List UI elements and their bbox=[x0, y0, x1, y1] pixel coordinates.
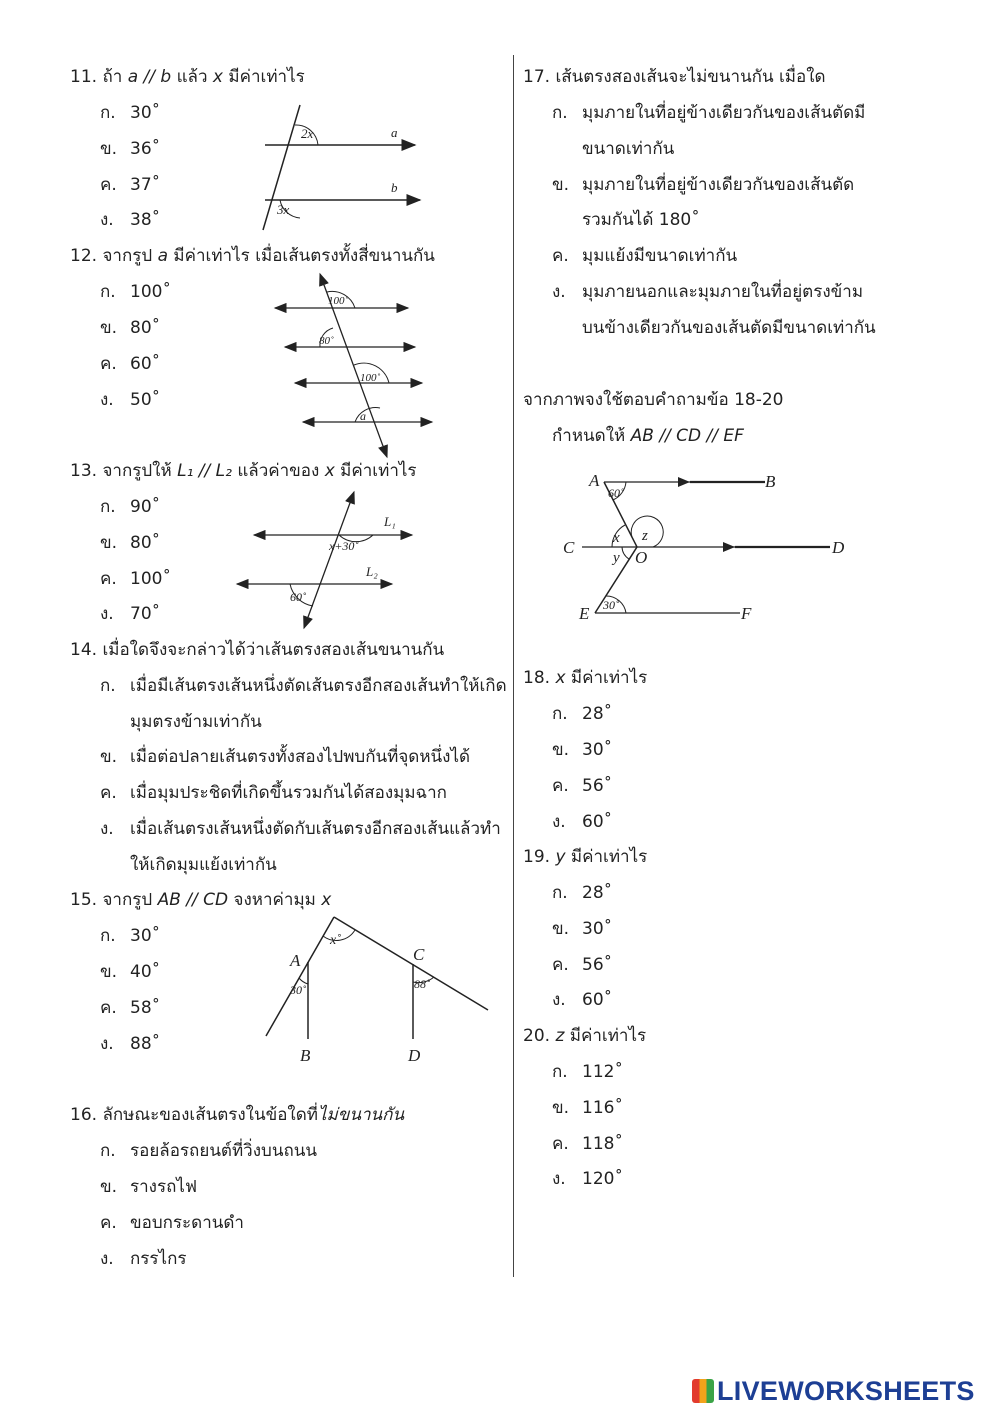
q14-option-4-cont: ให้เกิดมุมแย้งเท่ากัน bbox=[130, 855, 277, 875]
q15-label-a: A bbox=[290, 951, 301, 970]
q18-option-3[interactable]: ค. 56˚ bbox=[552, 776, 613, 796]
question-17: 17. เส้นตรงสองเส้นจะไม่ขนานกัน เมื่อใด bbox=[523, 67, 826, 87]
q15-option-1[interactable]: ก. 30˚ bbox=[100, 926, 161, 946]
q17-option-2[interactable]: ข. มุมภายในที่อยู่ข้างเดียวกันของเส้นตัด bbox=[552, 175, 855, 195]
q17-option-1-cont: ขนาดเท่ากัน bbox=[582, 139, 675, 159]
q17-option-1[interactable]: ก. มุมภายในที่อยู่ข้างเดียวกันของเส้นตัดมี bbox=[552, 103, 866, 123]
question-11: 11. ถ้า a // b แล้ว x มีค่าเท่าไร bbox=[70, 67, 305, 87]
q19-option-3[interactable]: ค. 56˚ bbox=[552, 955, 613, 975]
q20-option-3[interactable]: ค. 118˚ bbox=[552, 1134, 623, 1154]
q11-option-3[interactable]: ค. 37˚ bbox=[100, 175, 161, 195]
q12-option-1[interactable]: ก. 100˚ bbox=[100, 282, 171, 302]
q16-option-4[interactable]: ง. กรรไกร bbox=[100, 1249, 187, 1269]
group-angle-a: 60˚ bbox=[608, 486, 624, 500]
q15-option-3[interactable]: ค. 58˚ bbox=[100, 998, 161, 1018]
group-label-c: C bbox=[563, 538, 575, 557]
logo-mark-icon bbox=[692, 1379, 714, 1403]
question-18: 18. x มีค่าเท่าไร bbox=[523, 668, 648, 688]
question-12: 12. จากรูป a มีค่าเท่าไร เมื่อเส้นตรงทั้งสี่ขนานกัน bbox=[70, 246, 435, 266]
q13-angle-bottom: 60˚ bbox=[290, 590, 306, 604]
group-heading: จากภาพจงใช้ตอบคำถามข้อ 18-20 bbox=[523, 390, 784, 410]
q11-angle-top: 2x bbox=[301, 126, 314, 141]
q12-option-2[interactable]: ข. 80˚ bbox=[100, 318, 161, 338]
q18-option-4[interactable]: ง. 60˚ bbox=[552, 812, 613, 832]
q19-option-4[interactable]: ง. 60˚ bbox=[552, 990, 613, 1010]
q12-angle-1: 100˚ bbox=[328, 295, 349, 307]
q16-option-3[interactable]: ค. ขอบกระดานดำ bbox=[100, 1213, 244, 1233]
group-label-d: D bbox=[832, 538, 845, 557]
q15-figure bbox=[260, 912, 495, 1072]
group-label-f: F bbox=[741, 604, 752, 623]
q12-angle-2: 80˚ bbox=[319, 335, 334, 347]
q15-angle-a: 30˚ bbox=[290, 983, 306, 997]
q19-option-1[interactable]: ก. 28˚ bbox=[552, 883, 613, 903]
group-label-b: B bbox=[765, 472, 776, 491]
group-label-a: A bbox=[589, 471, 600, 490]
q14-option-1-cont: มุมตรงข้ามเท่ากัน bbox=[130, 712, 262, 732]
question-14: 14. เมื่อใดจึงจะกล่าวได้ว่าเส้นตรงสองเส้นขนานกัน bbox=[70, 640, 445, 660]
group-given: กำหนดให้ AB // CD // EF bbox=[552, 426, 744, 446]
q15-option-2[interactable]: ข. 40˚ bbox=[100, 962, 161, 982]
group-label-e: E bbox=[579, 604, 590, 623]
question-15: 15. จากรูป AB // CD จงหาค่ามุม x bbox=[70, 890, 332, 910]
group-angle-y: y bbox=[613, 550, 620, 566]
q12-angle-4: a bbox=[360, 409, 366, 423]
q13-option-2[interactable]: ข. 80˚ bbox=[100, 533, 161, 553]
q13-angle-top: x+30˚ bbox=[329, 539, 359, 553]
q11-figure bbox=[255, 100, 425, 235]
q13-option-4[interactable]: ง. 70˚ bbox=[100, 604, 161, 624]
question-19: 19. y มีค่าเท่าไร bbox=[523, 847, 648, 867]
group-angle-z: z bbox=[642, 528, 648, 544]
q17-option-4-cont: บนข้างเดียวกันของเส้นตัดมีขนาดเท่ากัน bbox=[582, 318, 876, 338]
q15-angle-x: x˚ bbox=[330, 933, 341, 948]
q15-option-4[interactable]: ง. 88˚ bbox=[100, 1034, 161, 1054]
q20-option-1[interactable]: ก. 112˚ bbox=[552, 1062, 623, 1082]
q13-line-1: L₁ bbox=[384, 514, 396, 529]
q16-option-1[interactable]: ก. รอยล้อรถยนต์ที่วิ่งบนถนน bbox=[100, 1141, 317, 1161]
column-divider bbox=[513, 55, 514, 1277]
q15-label-b: B bbox=[300, 1046, 311, 1065]
question-20: 20. z มีค่าเท่าไร bbox=[523, 1026, 647, 1046]
group-angle-x: x bbox=[613, 530, 620, 546]
q13-figure bbox=[232, 488, 422, 633]
q14-option-2[interactable]: ข. เมื่อต่อปลายเส้นตรงทั้งสองไปพบกันที่จุดหนึ่งได้ bbox=[100, 747, 471, 767]
q11-option-4[interactable]: ง. 38˚ bbox=[100, 210, 161, 230]
liveworksheets-logo[interactable]: LIVEWORKSHEETS bbox=[692, 1376, 975, 1407]
q14-option-3[interactable]: ค. เมื่อมุมประชิดที่เกิดขึ้นรวมกันได้สองมุมฉาก bbox=[100, 783, 447, 803]
q17-option-4[interactable]: ง. มุมภายนอกและมุมภายในที่อยู่ตรงข้าม bbox=[552, 282, 864, 302]
q19-option-2[interactable]: ข. 30˚ bbox=[552, 919, 613, 939]
q17-option-2-cont: รวมกันได้ 180˚ bbox=[582, 210, 700, 230]
group-figure bbox=[560, 465, 860, 625]
question-13: 13. จากรูปให้ L₁ // L₂ แล้วค่าของ x มีค่าเท่าไร bbox=[70, 461, 417, 481]
q14-option-1[interactable]: ก. เมื่อมีเส้นตรงเส้นหนึ่งตัดเส้นตรงอีกสองเส้นทำให้เกิด bbox=[100, 676, 507, 696]
q12-option-4[interactable]: ง. 50˚ bbox=[100, 390, 161, 410]
q11-line-a: a bbox=[391, 125, 398, 140]
q14-option-4[interactable]: ง. เมื่อเส้นตรงเส้นหนึ่งตัดกับเส้นตรงอีกสองเส้นแล้วทำ bbox=[100, 819, 501, 839]
q13-line-2: L₂ bbox=[366, 564, 378, 579]
q12-angle-3: 100˚ bbox=[360, 372, 381, 384]
group-angle-e: 30˚ bbox=[603, 598, 619, 612]
q12-figure bbox=[270, 272, 440, 462]
q18-option-1[interactable]: ก. 28˚ bbox=[552, 704, 613, 724]
q15-label-d: D bbox=[408, 1046, 421, 1065]
q11-line-b: b bbox=[391, 180, 398, 195]
q11-angle-bottom: 3x bbox=[277, 202, 290, 217]
q12-option-3[interactable]: ค. 60˚ bbox=[100, 354, 161, 374]
group-label-o: O bbox=[635, 548, 648, 567]
q17-option-3[interactable]: ค. มุมแย้งมีขนาดเท่ากัน bbox=[552, 246, 738, 266]
q11-option-2[interactable]: ข. 36˚ bbox=[100, 139, 161, 159]
q13-option-1[interactable]: ก. 90˚ bbox=[100, 497, 161, 517]
q15-label-c: C bbox=[413, 945, 425, 964]
q20-option-2[interactable]: ข. 116˚ bbox=[552, 1098, 623, 1118]
q18-option-2[interactable]: ข. 30˚ bbox=[552, 740, 613, 760]
question-16: 16. ลักษณะของเส้นตรงในข้อใดที่ไม่ขนานกัน bbox=[70, 1105, 405, 1125]
q16-option-2[interactable]: ข. รางรถไฟ bbox=[100, 1177, 197, 1197]
q20-option-4[interactable]: ง. 120˚ bbox=[552, 1169, 623, 1189]
q13-option-3[interactable]: ค. 100˚ bbox=[100, 569, 171, 589]
q15-angle-c: 88˚ bbox=[414, 977, 430, 991]
q11-option-1[interactable]: ก. 30˚ bbox=[100, 103, 161, 123]
